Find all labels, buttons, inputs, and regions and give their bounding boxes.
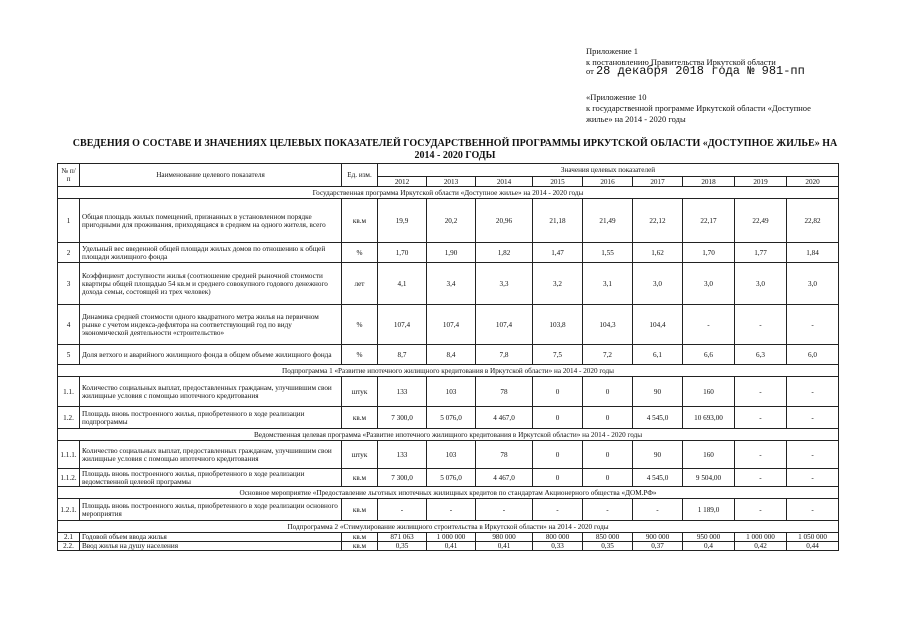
row-number: 2.2. — [58, 542, 80, 551]
value-cell: 20,2 — [427, 199, 476, 243]
value-cell: 3,1 — [583, 263, 633, 305]
value-cell: - — [378, 499, 427, 521]
header-values: Значения целевых показателей — [378, 164, 839, 177]
title-line-2: 2014 - 2020 ГОДЫ — [414, 150, 496, 161]
row-number: 2.1 — [58, 533, 80, 542]
value-cell: 19,9 — [378, 199, 427, 243]
table-row — [58, 263, 839, 305]
approval-line-2: к постановлению Правительства Иркутской области — [586, 57, 776, 67]
indicator-name: Удельный вес введенной общей площади жилых домов по отношению к общей площади жилищного фонда — [80, 243, 342, 263]
value-cell: 9 504,00 — [683, 469, 735, 487]
row-number: 1.2. — [58, 407, 80, 429]
value-cell: 1,55 — [583, 243, 633, 263]
indicator-name: Ввод жилья на душу населения — [80, 542, 342, 551]
unit-cell: лет — [342, 263, 378, 305]
value-cell: 0,42 — [735, 542, 787, 551]
value-cell: - — [735, 499, 787, 521]
value-cell: 0 — [583, 441, 633, 469]
unit-cell: кв.м — [342, 533, 378, 542]
value-cell: 1 000 000 — [427, 533, 476, 542]
value-cell: 980 000 — [476, 533, 533, 542]
value-cell: 6,0 — [787, 345, 839, 365]
section-title: Подпрограмма 2 «Стимулирование жилищного строительства в Иркутской области» на 2014 - 2020 годы — [58, 521, 839, 533]
value-cell: - — [427, 499, 476, 521]
indicator-name: Количество социальных выплат, предоставленных гражданам, улучшившим свои жилищные условия с помощью ипотечного кредитования — [80, 441, 342, 469]
value-cell: 0 — [533, 469, 583, 487]
value-cell: 950 000 — [683, 533, 735, 542]
value-cell: 133 — [378, 441, 427, 469]
header-name: Наименование целевого показателя — [80, 164, 342, 187]
header-year: 2015 — [533, 177, 583, 187]
value-cell: 3,0 — [735, 263, 787, 305]
section-row — [58, 365, 839, 377]
value-cell: 1,90 — [427, 243, 476, 263]
indicator-name: Площадь вновь построенного жилья, приобретенного в ходе реализации ведомственной целевой программы — [80, 469, 342, 487]
value-cell: 1,62 — [633, 243, 683, 263]
value-cell: 22,49 — [735, 199, 787, 243]
value-cell: 1,77 — [735, 243, 787, 263]
table-row — [58, 377, 839, 407]
value-cell: 10 693,00 — [683, 407, 735, 429]
section-title: Государственная программа Иркутской области «Доступное жилье» на 2014 - 2020 годы — [58, 187, 839, 199]
value-cell: 6,6 — [683, 345, 735, 365]
unit-cell: кв.м — [342, 542, 378, 551]
value-cell: 3,3 — [476, 263, 533, 305]
unit-cell: штук — [342, 377, 378, 407]
value-cell: 7 300,0 — [378, 469, 427, 487]
value-cell: 800 000 — [533, 533, 583, 542]
value-cell: 0 — [533, 441, 583, 469]
value-cell: - — [787, 407, 839, 429]
value-cell: 90 — [633, 377, 683, 407]
value-cell: 107,4 — [378, 305, 427, 345]
indicator-name: Площадь вновь построенного жилья, приобретенного в ходе реализации подпрограммы — [80, 407, 342, 429]
title-line-1: СВЕДЕНИЯ О СОСТАВЕ И ЗНАЧЕНИЯХ ЦЕЛЕВЫХ ПОКАЗАТЕЛЕЙ ГОСУДАРСТВЕННОЙ ПРОГРАММЫ ИРКУТСКОЙ ОБЛАСТИ «ДОСТУПНОЕ ЖИЛЬЕ» НА — [72, 138, 838, 149]
value-cell: - — [787, 469, 839, 487]
value-cell: 78 — [476, 441, 533, 469]
value-cell: 1 189,0 — [683, 499, 735, 521]
value-cell: - — [787, 377, 839, 407]
value-cell: 0 — [583, 469, 633, 487]
value-cell: 104,3 — [583, 305, 633, 345]
header-year: 2012 — [378, 177, 427, 187]
row-number: 2 — [58, 243, 80, 263]
value-cell: 5 076,0 — [427, 469, 476, 487]
value-cell: 7,8 — [476, 345, 533, 365]
unit-cell: % — [342, 345, 378, 365]
table-row — [58, 407, 839, 429]
value-cell: 22,82 — [787, 199, 839, 243]
value-cell: 0,4 — [683, 542, 735, 551]
value-cell: 0,37 — [633, 542, 683, 551]
row-number: 1.1. — [58, 377, 80, 407]
value-cell: 6,1 — [633, 345, 683, 365]
value-cell: 7,2 — [583, 345, 633, 365]
document-title — [40, 138, 870, 162]
value-cell: - — [633, 499, 683, 521]
value-cell: 90 — [633, 441, 683, 469]
value-cell: 850 000 — [583, 533, 633, 542]
value-cell: 3,0 — [787, 263, 839, 305]
section-row — [58, 521, 839, 533]
value-cell: - — [787, 499, 839, 521]
value-cell: 0,35 — [583, 542, 633, 551]
unit-cell: % — [342, 305, 378, 345]
table-row — [58, 441, 839, 469]
value-cell: 3,0 — [683, 263, 735, 305]
section-title: Основное мероприятие «Предоставление льготных ипотечных жилищных кредитов по стандартам Акционерного общества «ДОМ.РФ» — [58, 487, 839, 499]
table-row — [58, 469, 839, 487]
approval-line-3 — [586, 66, 805, 76]
value-cell: 1 050 000 — [787, 533, 839, 542]
value-cell: 4 467,0 — [476, 407, 533, 429]
appendix-line-1: «Приложение 10 — [586, 92, 647, 102]
table-row — [58, 542, 839, 551]
value-cell: 4 545,0 — [633, 469, 683, 487]
value-cell: 78 — [476, 377, 533, 407]
value-cell: - — [533, 499, 583, 521]
row-number: 1 — [58, 199, 80, 243]
unit-cell: штук — [342, 441, 378, 469]
indicator-name: Общая площадь жилых помещений, признанных в установленном порядке пригодными для проживания, приходящаяся в среднем на одного жителя, всего — [80, 199, 342, 243]
section-title: Ведомственная целевая программа «Развитие ипотечного жилищного кредитования в Иркутской области» на 2014 - 2020 годы — [58, 429, 839, 441]
table-row — [58, 345, 839, 365]
value-cell: - — [787, 441, 839, 469]
appendix-line-3: жилье» на 2014 - 2020 годы — [586, 114, 686, 124]
value-cell: 0,41 — [476, 542, 533, 551]
value-cell: 1,70 — [683, 243, 735, 263]
section-title: Подпрограмма 1 «Развитие ипотечного жилищного кредитования в Иркутской области» на 2014 - 2020 годы — [58, 365, 839, 377]
value-cell: 103,8 — [533, 305, 583, 345]
value-cell: - — [683, 305, 735, 345]
appendix-line-2: к государственной программе Иркутской области «Доступное — [586, 103, 811, 113]
value-cell: 4,1 — [378, 263, 427, 305]
header-year: 2013 — [427, 177, 476, 187]
value-cell: 0,35 — [378, 542, 427, 551]
header-unit: Ед. изм. — [342, 164, 378, 187]
value-cell: - — [787, 305, 839, 345]
value-cell: 21,49 — [583, 199, 633, 243]
value-cell: 0,44 — [787, 542, 839, 551]
section-row — [58, 187, 839, 199]
value-cell: 5 076,0 — [427, 407, 476, 429]
value-cell: 1,84 — [787, 243, 839, 263]
row-number: 5 — [58, 345, 80, 365]
unit-cell: % — [342, 243, 378, 263]
value-cell: - — [735, 441, 787, 469]
row-number: 1.1.1. — [58, 441, 80, 469]
indicator-name: Коэффициент доступности жилья (соотношение средней рыночной стоимости квартиры общей площадью 54 кв.м и среднего совокупного годового денежного дохода семьи, состоящей из трех человек) — [80, 263, 342, 305]
value-cell: - — [735, 377, 787, 407]
value-cell: - — [735, 469, 787, 487]
header-year: 2016 — [583, 177, 633, 187]
value-cell: 871 063 — [378, 533, 427, 542]
table-row — [58, 243, 839, 263]
value-cell: 1 000 000 — [735, 533, 787, 542]
row-number: 1.2.1. — [58, 499, 80, 521]
value-cell: 0 — [533, 407, 583, 429]
table-row — [58, 499, 839, 521]
unit-cell: кв.м — [342, 199, 378, 243]
value-cell: 1,47 — [533, 243, 583, 263]
unit-cell: кв.м — [342, 407, 378, 429]
indicator-name: Доля ветхого и аварийного жилищного фонда в общем объеме жилищного фонда — [80, 345, 342, 365]
value-cell: 107,4 — [476, 305, 533, 345]
indicator-name: Площадь вновь построенного жилья, приобретенного в ходе реализации основного мероприятия — [80, 499, 342, 521]
row-number: 4 — [58, 305, 80, 345]
value-cell: 103 — [427, 377, 476, 407]
row-number: 3 — [58, 263, 80, 305]
table-row — [58, 199, 839, 243]
indicator-name: Годовой объем ввода жилья — [80, 533, 342, 542]
header-year: 2019 — [735, 177, 787, 187]
unit-cell: кв.м — [342, 499, 378, 521]
value-cell: 900 000 — [633, 533, 683, 542]
value-cell: 3,0 — [633, 263, 683, 305]
table-row — [58, 533, 839, 542]
section-row — [58, 429, 839, 441]
header-year: 2017 — [633, 177, 683, 187]
value-cell: 4 545,0 — [633, 407, 683, 429]
value-cell: 0 — [533, 377, 583, 407]
value-cell: 22,12 — [633, 199, 683, 243]
value-cell: 3,4 — [427, 263, 476, 305]
header-year: 2014 — [476, 177, 533, 187]
section-row — [58, 487, 839, 499]
value-cell: 6,3 — [735, 345, 787, 365]
value-cell: 8,4 — [427, 345, 476, 365]
value-cell: 1,82 — [476, 243, 533, 263]
value-cell: 103 — [427, 441, 476, 469]
value-cell: 0,33 — [533, 542, 583, 551]
value-cell: 21,18 — [533, 199, 583, 243]
table-row — [58, 305, 839, 345]
value-cell: 0 — [583, 377, 633, 407]
value-cell: 7 300,0 — [378, 407, 427, 429]
row-number: 1.1.2. — [58, 469, 80, 487]
value-cell: 160 — [683, 441, 735, 469]
value-cell: 22,17 — [683, 199, 735, 243]
value-cell: 4 467,0 — [476, 469, 533, 487]
value-cell: 133 — [378, 377, 427, 407]
value-cell: 7,5 — [533, 345, 583, 365]
value-cell: 104,4 — [633, 305, 683, 345]
value-cell: 0,41 — [427, 542, 476, 551]
approval-line-1: Приложение 1 — [586, 46, 638, 56]
indicators-table — [57, 163, 839, 551]
header-num: № п/п — [58, 164, 80, 187]
value-cell: 0 — [583, 407, 633, 429]
value-cell: 107,4 — [427, 305, 476, 345]
value-cell: - — [583, 499, 633, 521]
indicator-name: Количество социальных выплат, предоставленных гражданам, улучшившим свои жилищные условия с помощью ипотечного кредитования — [80, 377, 342, 407]
value-cell: 20,96 — [476, 199, 533, 243]
value-cell: - — [735, 407, 787, 429]
value-cell: 8,7 — [378, 345, 427, 365]
value-cell: - — [476, 499, 533, 521]
value-cell: - — [735, 305, 787, 345]
approval-date-prefix: от — [586, 66, 594, 76]
header-year: 2020 — [787, 177, 839, 187]
header-year: 2018 — [683, 177, 735, 187]
value-cell: 3,2 — [533, 263, 583, 305]
indicator-name: Динамика средней стоимости одного квадратного метра жилья на первичном рынке с учетом индекса-дефлятора на соответствующий год по виду экономической деятельности «строительство» — [80, 305, 342, 345]
value-cell: 1,70 — [378, 243, 427, 263]
unit-cell: кв.м — [342, 469, 378, 487]
value-cell: 160 — [683, 377, 735, 407]
approval-date: 28 декабря 2018 года № 981-пп — [595, 64, 805, 78]
